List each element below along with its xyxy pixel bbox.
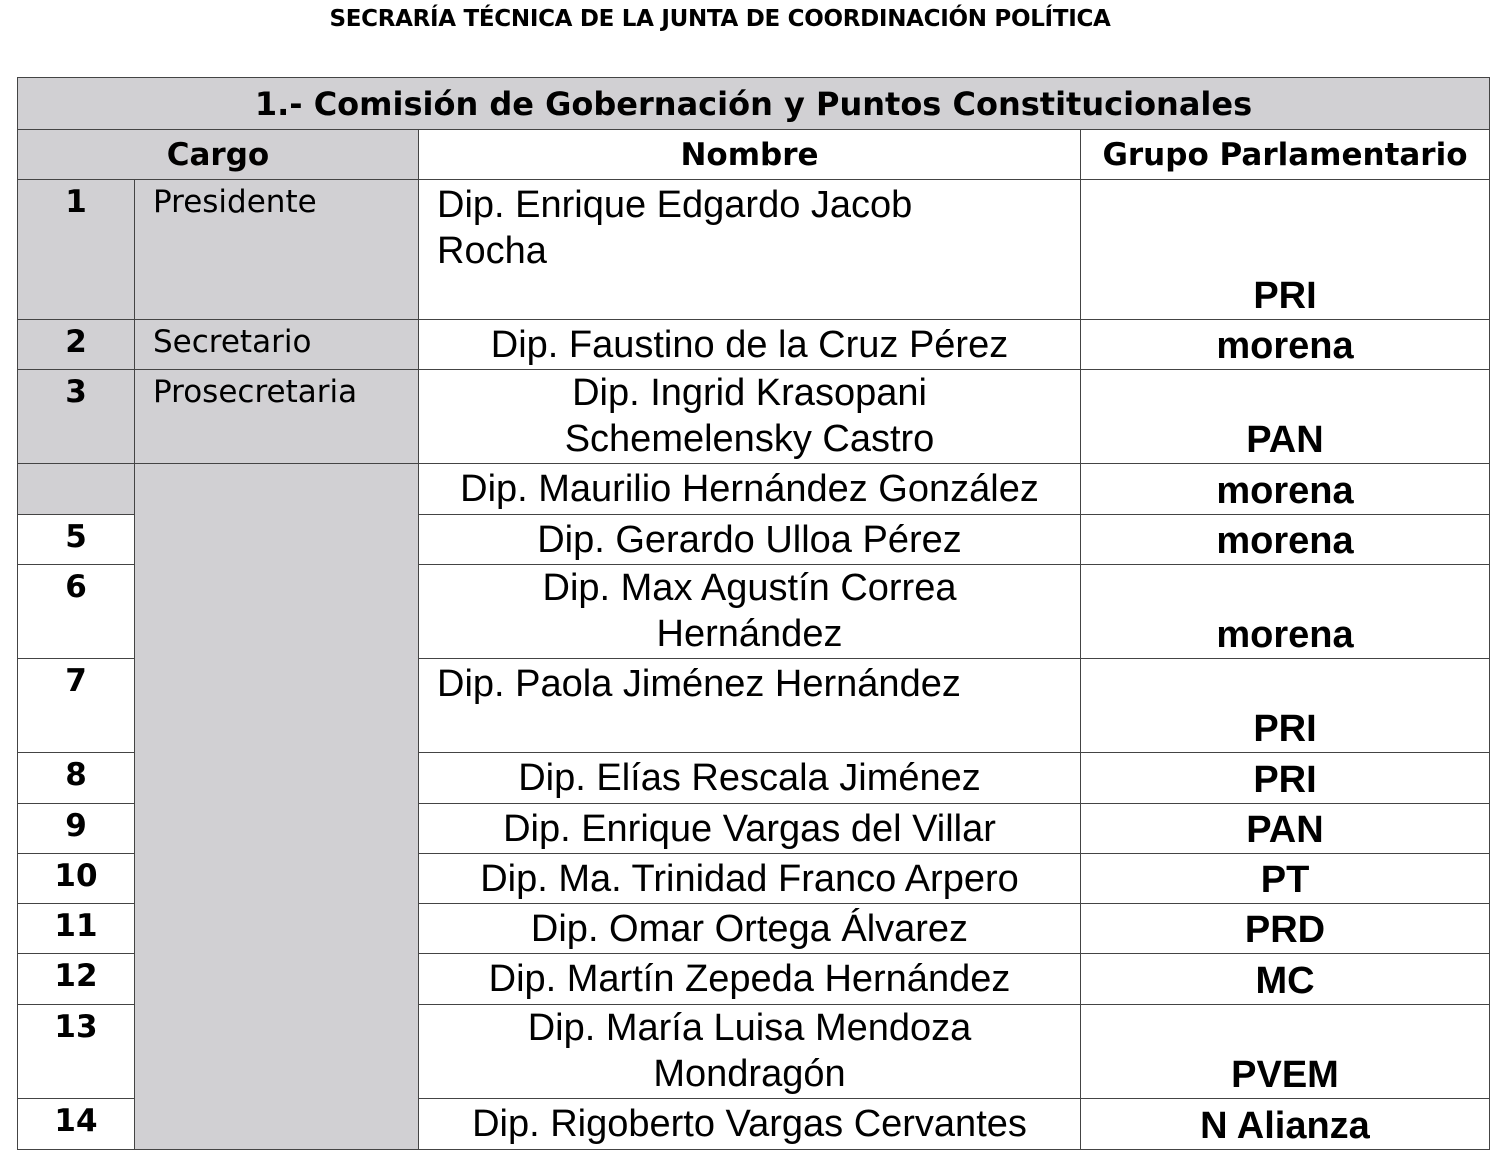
row-grupo: morena <box>1081 464 1490 515</box>
row-cargo: Prosecretaria <box>135 370 419 464</box>
row-nombre: Dip. Enrique Vargas del Villar <box>419 804 1081 854</box>
row-nombre: Dip. Ingrid Krasopani Schemelensky Castro <box>419 370 1081 464</box>
row-grupo: N Alianza <box>1081 1099 1490 1150</box>
row-cargo: Presidente <box>135 180 419 320</box>
row-nombre: Dip. Omar Ortega Álvarez <box>419 904 1081 954</box>
row-number <box>18 464 135 515</box>
row-cargo: Secretario <box>135 320 419 370</box>
row-nombre: Dip. Ma. Trinidad Franco Arpero <box>419 854 1081 904</box>
row-number: 14 <box>18 1099 135 1150</box>
row-grupo: PT <box>1081 854 1490 904</box>
commission-members-table <box>17 77 1490 1150</box>
row-nombre: Dip. Faustino de la Cruz Pérez <box>419 320 1081 370</box>
row-number: 7 <box>18 659 135 753</box>
row-number: 13 <box>18 1005 135 1099</box>
row-number: 2 <box>18 320 135 370</box>
row-number: 12 <box>18 954 135 1005</box>
table-row <box>18 370 1490 464</box>
row-grupo: PAN <box>1081 370 1490 464</box>
row-nombre: Dip. Enrique Edgardo Jacob Rocha <box>419 180 1081 320</box>
table-row <box>18 320 1490 370</box>
table-row <box>18 464 1490 515</box>
document-header: SECRARÍA TÉCNICA DE LA JUNTA DE COORDINACIÓN POLÍTICA <box>329 6 1111 32</box>
row-number: 8 <box>18 753 135 804</box>
row-grupo: morena <box>1081 320 1490 370</box>
row-number: 11 <box>18 904 135 954</box>
row-nombre: Dip. Max Agustín Correa Hernández <box>419 565 1081 659</box>
row-grupo: PRI <box>1081 753 1490 804</box>
row-cargo-vocales <box>135 464 419 1150</box>
table-header-row <box>18 130 1490 180</box>
table-title-row <box>18 78 1490 130</box>
row-grupo: MC <box>1081 954 1490 1005</box>
row-number: 10 <box>18 854 135 904</box>
header-cargo: Cargo <box>18 130 419 180</box>
row-nombre: Dip. Maurilio Hernández González <box>419 464 1081 515</box>
row-nombre: Dip. Gerardo Ulloa Pérez <box>419 515 1081 565</box>
row-number: 9 <box>18 804 135 854</box>
table-row <box>18 180 1490 320</box>
row-number: 3 <box>18 370 135 464</box>
row-grupo: PRI <box>1081 659 1490 753</box>
header-grupo: Grupo Parlamentario <box>1081 130 1490 180</box>
row-grupo: PVEM <box>1081 1005 1490 1099</box>
row-grupo: morena <box>1081 565 1490 659</box>
row-nombre: Dip. María Luisa Mendoza Mondragón <box>419 1005 1081 1099</box>
row-grupo: PAN <box>1081 804 1490 854</box>
row-grupo: morena <box>1081 515 1490 565</box>
row-nombre: Dip. Paola Jiménez Hernández <box>419 659 1081 753</box>
row-nombre: Dip. Martín Zepeda Hernández <box>419 954 1081 1005</box>
row-grupo: PRD <box>1081 904 1490 954</box>
row-number: 5 <box>18 515 135 565</box>
row-grupo: PRI <box>1081 180 1490 320</box>
table-title: 1.- Comisión de Gobernación y Puntos Constitucionales <box>18 78 1490 130</box>
row-number: 1 <box>18 180 135 320</box>
header-nombre: Nombre <box>419 130 1081 180</box>
row-nombre: Dip. Rigoberto Vargas Cervantes <box>419 1099 1081 1150</box>
row-number: 6 <box>18 565 135 659</box>
row-nombre: Dip. Elías Rescala Jiménez <box>419 753 1081 804</box>
